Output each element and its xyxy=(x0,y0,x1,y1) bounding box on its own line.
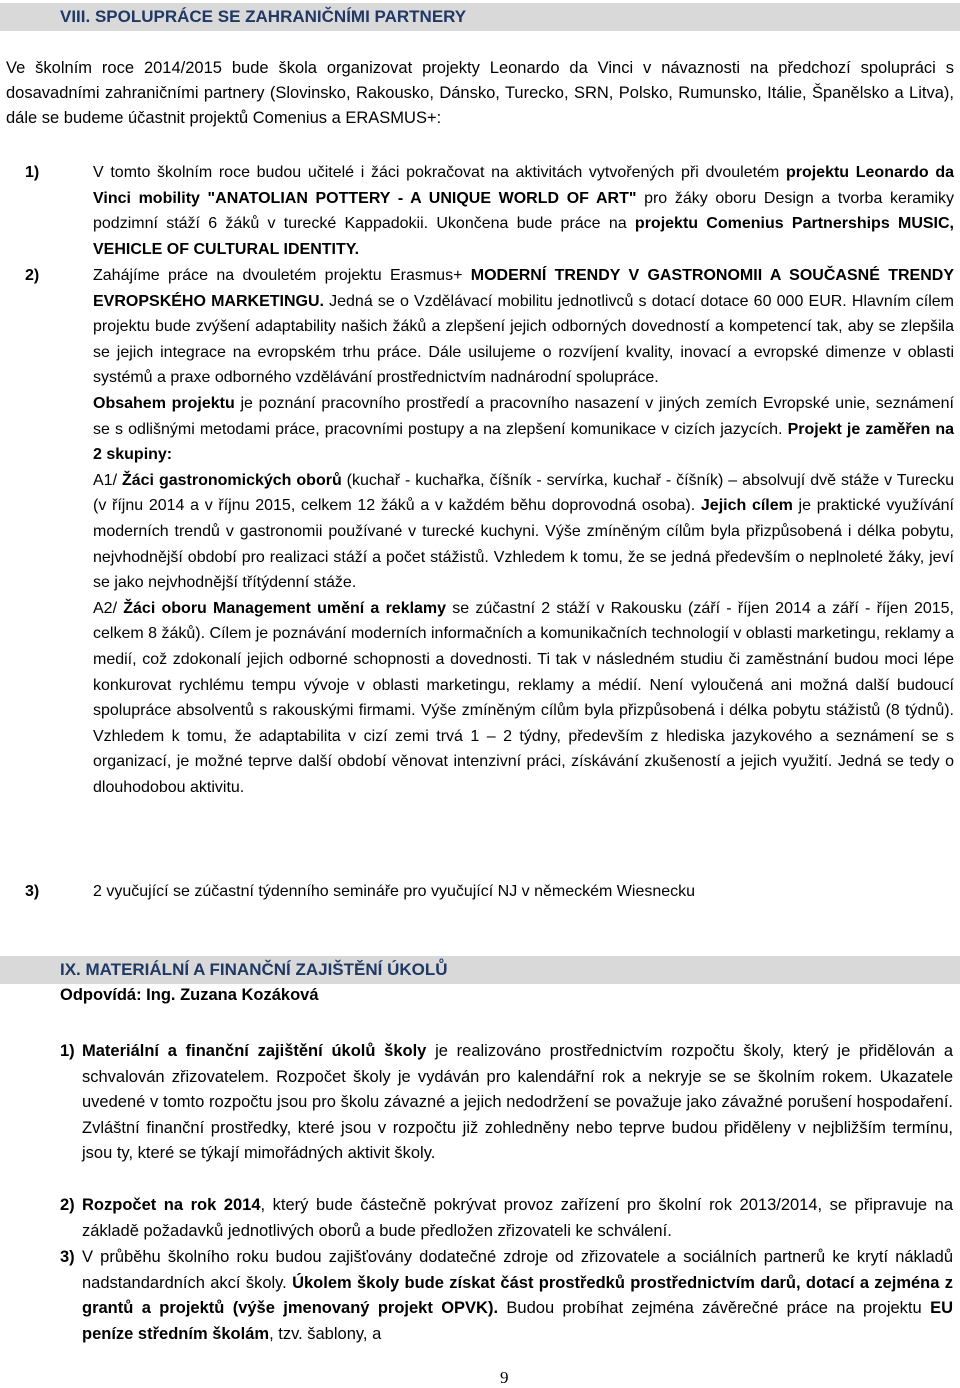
section-8-item-3 xyxy=(6,879,954,905)
group-a2: A2/ Žáci oboru Management umění a reklamy se zúčastní 2 stáží v Rakousku (září - říjen 2014 a září - říjen 2015, celkem 8 žáků). Cílem je poznávání moderních informačních a komunikačních technologií v oblasti marketingu, reklamy a medií, což zdokonalí jejich odborné schopnosti a dovednosti. Ti tak v následném studiu či zaměstnání budou moci lépe konkurovat rychlému tempu vývoje v oblasti marketingu, reklamy a médií. Není vyloučená ani možná další budoucí spolupráce absolventů s rakouskými firmami. Výše zmíněným cílům byla přizpůsobená i délka pobytu stážistů (8 týdnů). Vzhledem k tomu, že adaptabilita v cizí zemi trvá 1 – 2 týdny, především z hlediska jazykového a seznámení se s organizací, je možné teprve další období věnovat intenzivní práci, získávání zkušeností a jejich využití. Jedná se tedy o dlouhodobou aktivitu. xyxy=(93,599,954,796)
section-8-intro: Ve školním roce 2014/2015 bude škola organizovat projekty Leonardo da Vinci v návaznosti na předchozí spolupráci s dosavadními zahraničními partnery (Slovinsko, Rakousko, Dánsko, Turecko, SRN, Polsko, Rumunsko, Itálie, Španělsko a Litva), dále se budeme účastnit projektů Comenius a ERASMUS+: xyxy=(6,59,954,127)
section-8-item-2 xyxy=(6,263,954,800)
section-8-title: VIII. SPOLUPRÁCE SE ZAHRANIČNÍMI PARTNERY xyxy=(60,7,467,26)
item-paragraph: 2 vyučující se zúčastní týdenního semináře pro vyučující NJ v německém Wiesnecku xyxy=(93,883,696,900)
responsible-person: Odpovídá: Ing. Zuzana Kozáková xyxy=(60,986,319,1004)
item-number: 1) xyxy=(25,164,40,181)
section-9-item-1: 1) Materiální a finanční zajištění úkolů školy je realizováno prostřednictvím rozpočtu školy, který je přidělován a schvalován zřizovatelem. Rozpočet školy je vydáván pro kalendářní rok a nekryje se se školním rokem. Ukazatele uvedené v tomto rozpočtu jsou pro školu závazné a jejich nedodržení se považuje jako závažné porušení hospodaření. Zvláštní finanční prostředky, které jsou v rozpočtu již zohledněny nebo teprve budou přiděleny v nejbližším termínu, jsou ty, které se týkají mimořádných aktivit školy. xyxy=(60,1039,953,1167)
section-9-item-3: 3) V průběhu školního roku budou zajišťovány dodatečné zdroje od zřizovatele a sociálních partnerů ke krytí nákladů nadstandardních akcí školy. Úkolem školy bude získat část prostředků prostřednictvím darů, dotací a zejména z grantů a projektů (výše jmenovaný projekt OPVK). Budou probíhat zejména závěrečné práce na projektu EU peníze středním školám, tzv. šablony, a xyxy=(60,1245,953,1347)
section-9-title: IX. MATERIÁLNÍ A FINANČNÍ ZAJIŠTĚNÍ ÚKOLŮ xyxy=(60,960,448,979)
item-number: 2) xyxy=(25,267,40,284)
item-paragraph: Zahájíme práce na dvouletém projektu Erasmus+ MODERNÍ TRENDY V GASTRONOMII A SOUČASNÉ TRENDY EVROPSKÉHO MARKETINGU. Jedná se o Vzdělávací mobilitu jednotlivců s dotací dotace 60 000 EUR. Hlavním cílem projektu bude zvýšení adaptability našich žáků a zlepšení jejich odborných dovedností a kompetencí tak, aby se zlepšila se jejich integrace na evropském trhu práce. Dále usilujeme o rozvíjení kvality, inovací a evropské dimenze v oblasti systémů a praxe odborného vzdělávání prostřednictvím nadnárodní spolupráce. xyxy=(93,267,954,387)
item-number: 3) xyxy=(60,1248,75,1266)
item-paragraph: V tomto školním roce budou učitelé i žáci pokračovat na aktivitách vytvořených při dvouletém projektu Leonardo da Vinci mobility "ANATOLIAN POTTERY - A UNIQUE WORLD OF ART" pro žáky oboru Design a tvorba keramiky podzimní stáží 6 žáků v turecké Kappadokii. Ukončena bude práce na projektu Comenius Partnerships MUSIC, VEHICLE OF CULTURAL IDENTITY. xyxy=(93,164,955,258)
section-9-item-2: 2) Rozpočet na rok 2014, který bude částečně pokrývat provoz zařízení pro školní rok 2013/2014, se připravuje na základě požadavků jednotlivých oborů a bude předložen zřizovateli ke schválení. xyxy=(60,1193,953,1244)
page-number: 9 xyxy=(500,1368,509,1387)
item-paragraph: Obsahem projektu je poznání pracovního prostředí a pracovního nasazení v jiných zemích Evropské unie, seznámení se s odlišnými metodami práce, pracovními postupy a na zlepšení komunikace v cizích jazycích. Projekt je zaměřen na 2 skupiny: xyxy=(93,394,955,464)
item-number: 1) xyxy=(60,1042,75,1060)
item-number: 3) xyxy=(25,883,40,900)
item-number: 2) xyxy=(60,1196,75,1214)
section-8-item-1 xyxy=(6,160,954,262)
group-a1: A1/ Žáci gastronomických oborů (kuchař - kuchařka, číšník - servírka, kuchař - číšník) – absolvují dvě stáže v Turecku (v říjnu 2014 a v říjnu 2015, celkem 12 žáků a v každém běhu doprovodná osoba). Jejich cílem je praktické využívání moderních trendů v gastronomii používané v turecké kuchyni. Výše zmíněným cílům byla přizpůsobená i délka pobytu, nejvhodnější období pro realizaci stáží a počet stážistů. Vzhledem k tomu, že se jedná především o neplnoleté žáky, jeví se jako nejvhodnější třítýdenní stáže. xyxy=(93,471,955,592)
